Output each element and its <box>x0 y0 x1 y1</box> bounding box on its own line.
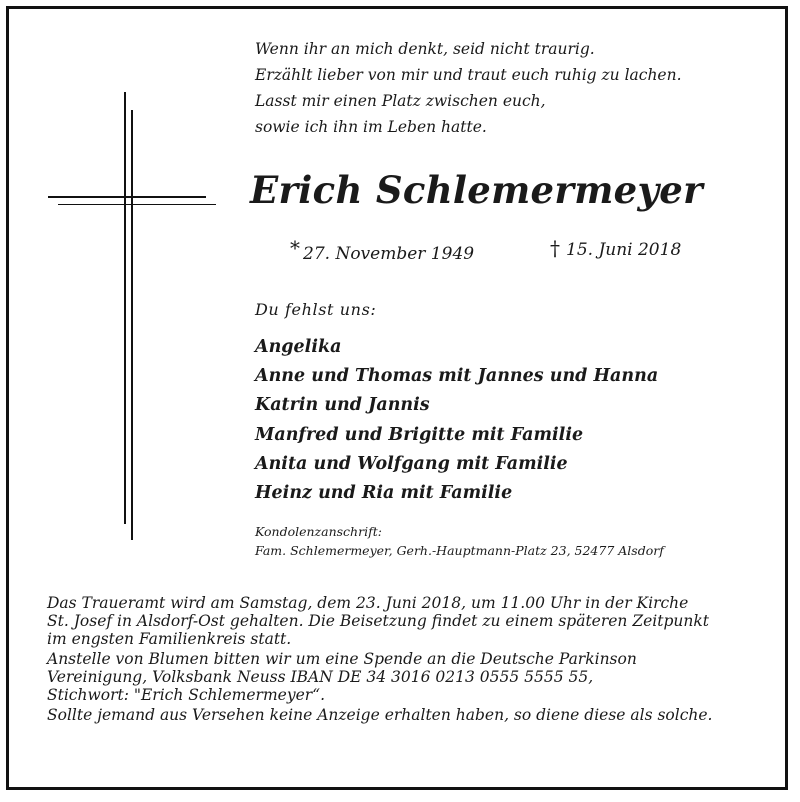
birth-symbol: * <box>290 236 300 260</box>
death-symbol: † <box>550 236 560 260</box>
mourner-name: Heinz und Ria mit Familie <box>255 483 513 504</box>
text-line: Sollte jemand aus Versehen keine Anzeige erhalten haben, so diene diese als solche. <box>47 706 713 724</box>
text-line: Das Traueramt wird am Samstag, dem 23. Juni 2018, um 11.00 Uhr in der Kirche <box>47 594 689 612</box>
mourner-name: Manfred und Brigitte mit Familie <box>255 424 584 445</box>
text-line: Vereinigung, Volksbank Neuss IBAN DE 34 3016 0213 0555 5555 55, <box>47 668 594 686</box>
birth-date-line <box>290 236 474 264</box>
condolence-address: Fam. Schlemermeyer, Gerh.-Hauptmann-Platz 23, 52477 Alsdorf <box>255 543 664 558</box>
death-date: 15. Juni 2018 <box>566 240 682 260</box>
mourner-name: Anne und Thomas mit Jannes und Hanna <box>255 366 659 387</box>
deceased-name: Erich Schlemermeyer <box>250 168 703 212</box>
text-line: St. Josef in Alsdorf-Ost gehalten. Die Beisetzung findet zu einem späteren Zeitpunkt <box>47 612 709 630</box>
birth-date: 27. November 1949 <box>303 244 475 264</box>
condolence-address-block <box>255 522 664 560</box>
text-line: im engsten Familienkreis statt. <box>47 630 292 648</box>
mourner-name: Angelika <box>255 337 342 357</box>
condolence-label: Kondolenzanschrift: <box>255 524 382 539</box>
poem-line: Lasst mir einen Platz zwischen euch, <box>255 92 546 110</box>
poem-line: sowie ich ihn im Leben hatte. <box>255 118 487 136</box>
text-line: Stichwort: "Erich Schlemermeyer“. <box>47 686 326 704</box>
death-date-line <box>550 236 681 260</box>
mourner-name: Katrin und Jannis <box>255 395 430 416</box>
poem-line: Wenn ihr an mich denkt, seid nicht traurig. <box>255 40 595 58</box>
poem <box>255 36 682 140</box>
mourner-name: Anita und Wolfgang mit Familie <box>255 453 568 474</box>
mourners-list <box>255 333 658 508</box>
mourners-intro: Du fehlst uns: <box>255 300 377 319</box>
poem-line: Erzählt lieber von mir und traut euch ruhig zu lachen. <box>255 66 682 84</box>
text-line: Anstelle von Blumen bitten wir um eine Spende an die Deutsche Parkinson <box>47 650 637 668</box>
service-info <box>47 594 767 724</box>
